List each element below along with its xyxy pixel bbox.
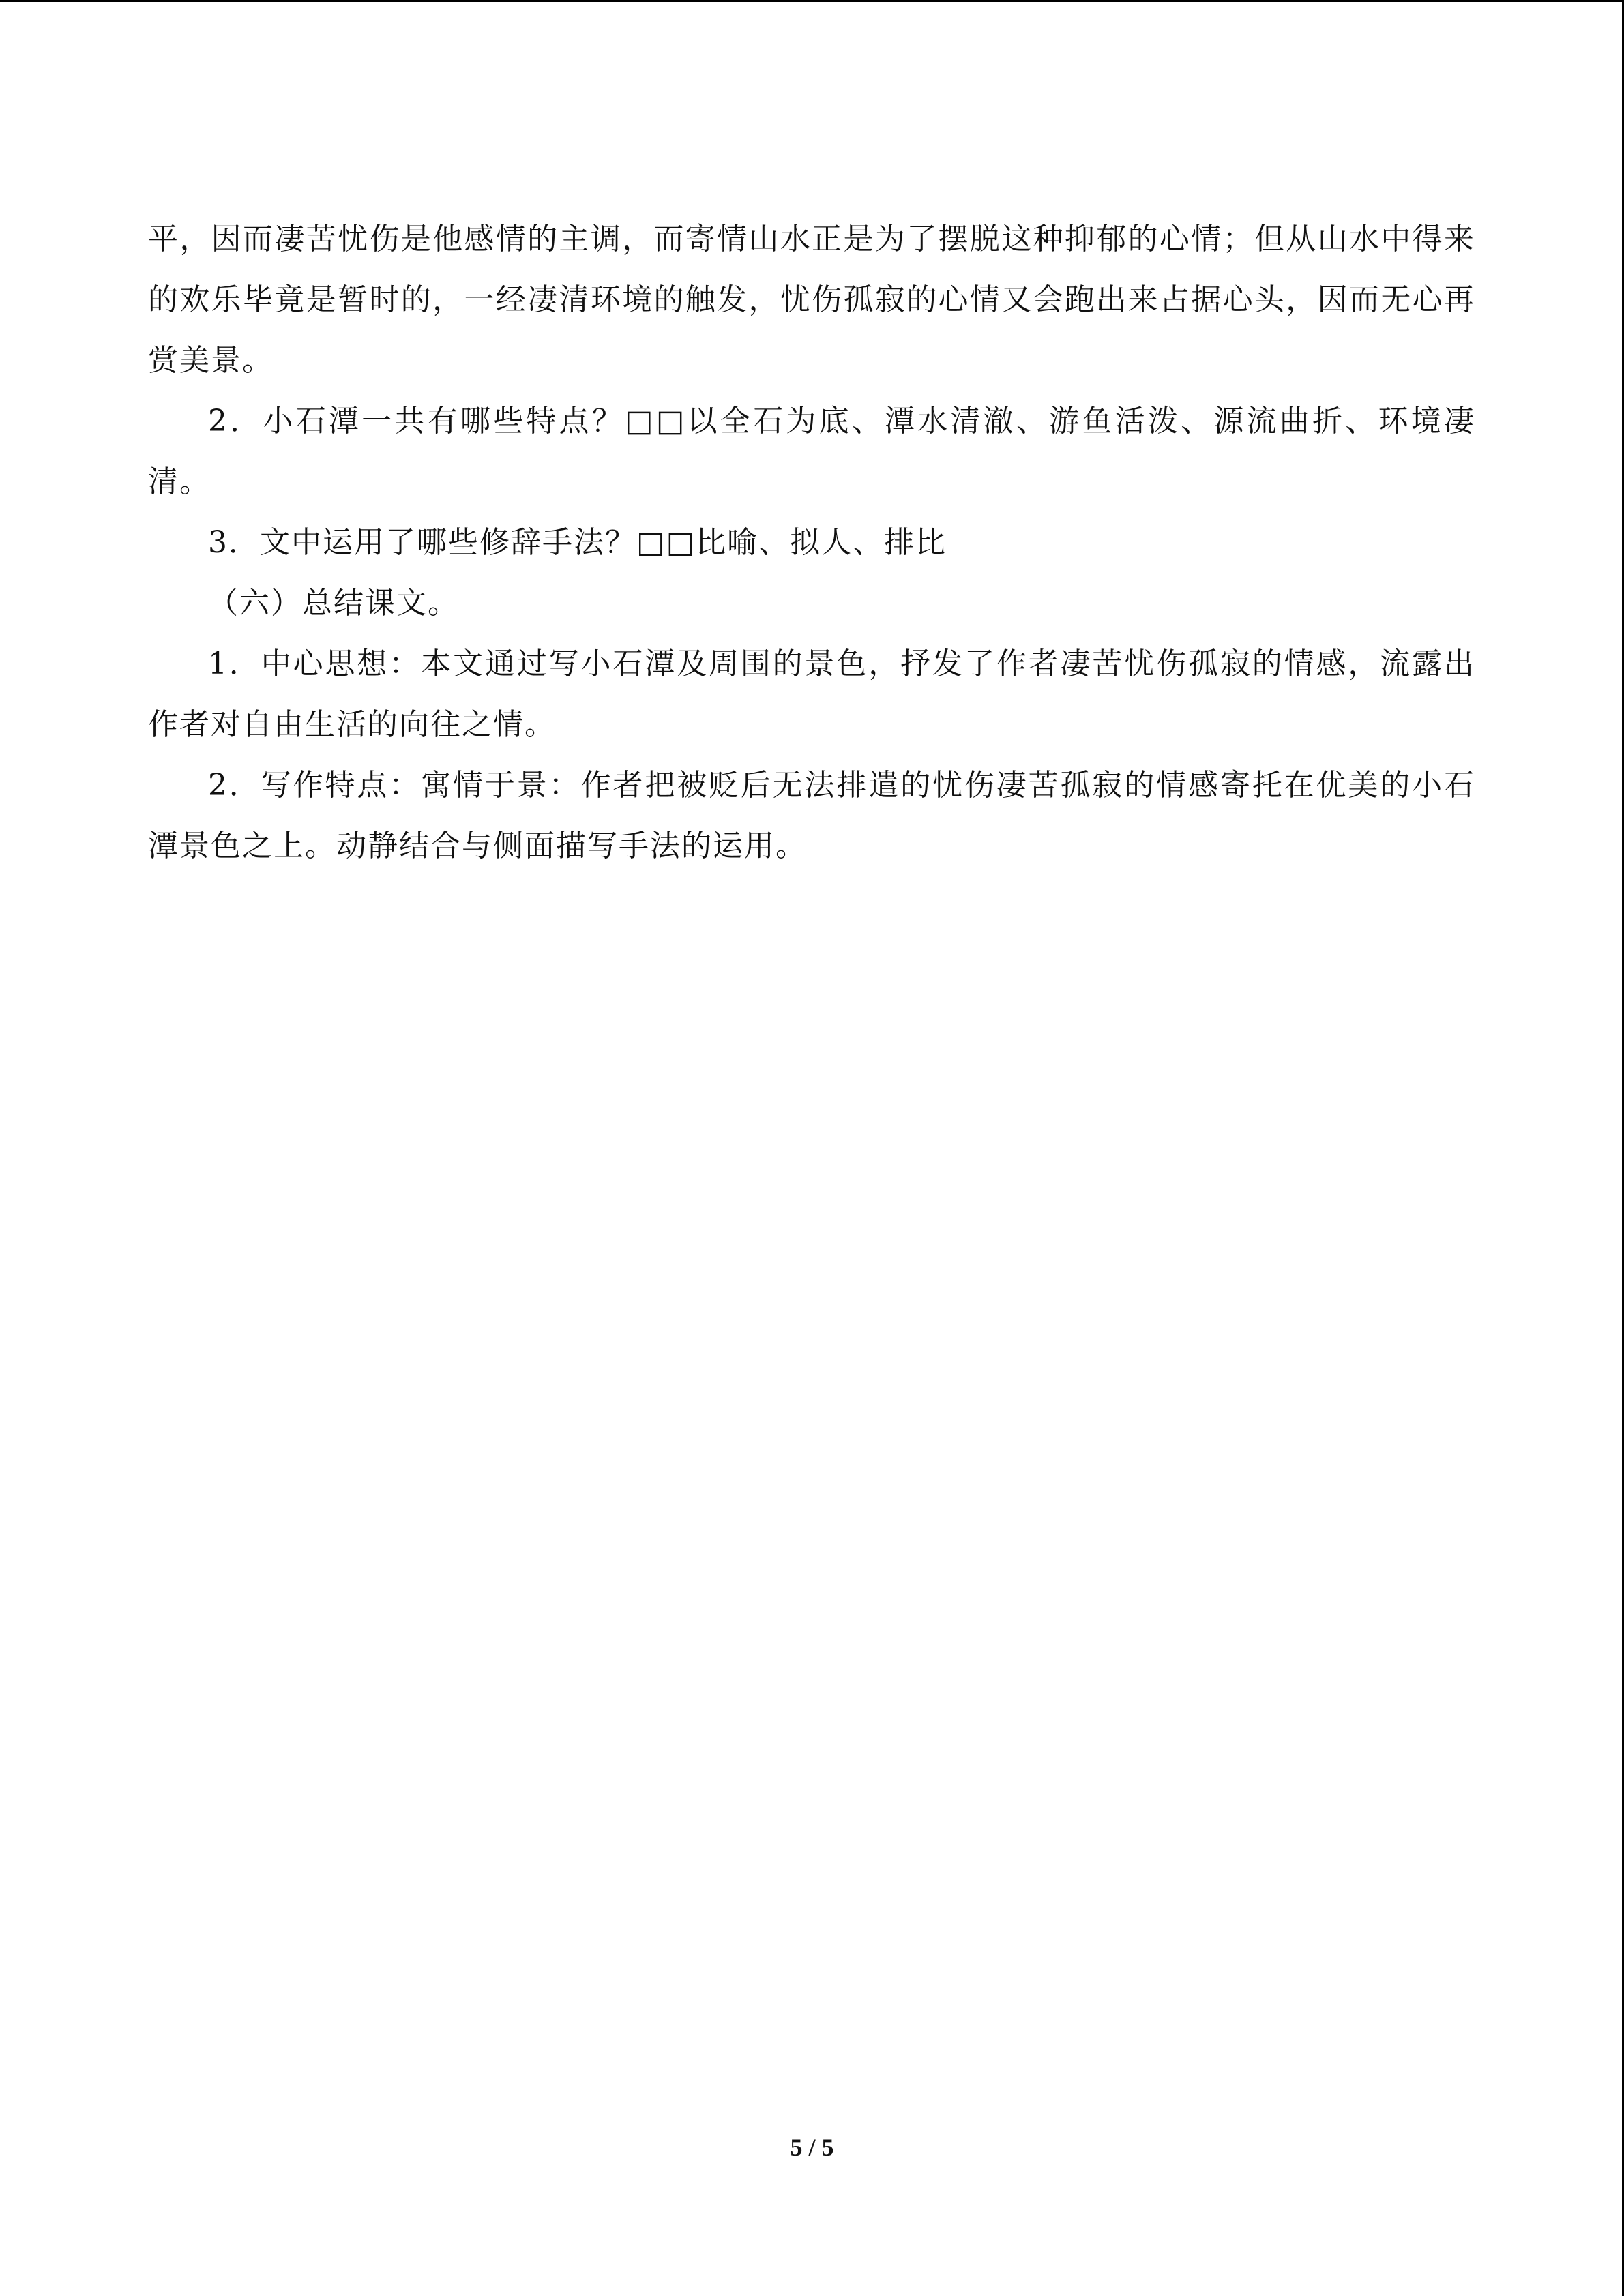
paragraph-central-idea: 1．中心思想：本文通过写小石潭及周围的景色，抒发了作者凄苦忧伤孤寂的情感，流露出作者对自由生活的向往之情。: [148, 646, 1475, 742]
paragraph-question-3: 3．文中运用了哪些修辞手法？□□比喻、拟人、排比: [208, 525, 947, 560]
paragraph-writing-features: 2．写作特点：寓情于景：作者把被贬后无法排遣的忧伤凄苦孤寂的情感寄托在优美的小石潭景色之上。动静结合与侧面描写手法的运用。: [148, 768, 1475, 863]
paragraph-continuation: 平，因而凄苦忧伤是他感情的主调，而寄情山水正是为了摆脱这种抑郁的心情；但从山水中得来的欢乐毕竟是暂时的，一经凄清环境的触发，忧伤孤寂的心情又会跑出来占据心头，因而无心再赏美景。: [148, 222, 1475, 378]
section-heading-summary: （六）总结课文。: [208, 586, 459, 621]
document-body: [148, 209, 1475, 876]
page-number: 5 / 5: [790, 2134, 834, 2161]
paragraph-question-2: 2．小石潭一共有哪些特点？□□以全石为底、潭水清澈、游鱼活泼、源流曲折、环境凄清。: [148, 404, 1475, 499]
